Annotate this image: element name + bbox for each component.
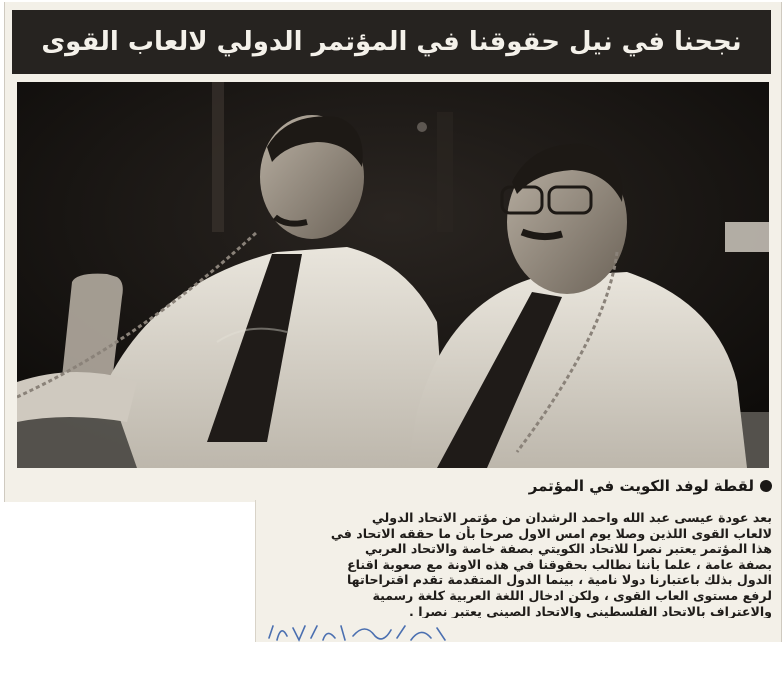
article-line: الدول بذلك باعتبارنا دولا نامية ، بينما الدول المتقدمة تقدم اقتراحاتها: [346, 572, 772, 588]
article-line: بصفة عامة ، علما بأننا نطالب بحقوقنا في هذه الاونة مع صعوبة اقناع: [347, 556, 772, 572]
article-body: [262, 510, 772, 618]
photo-caption: [372, 473, 772, 499]
delegation-photo: [17, 82, 769, 468]
article-line: لرفع مستوى العاب القوى ، ولكن ادخال اللغة العربية كلغة رسمية: [372, 587, 772, 603]
article-line: هذا المؤتمر يعتبر نصرا للاتحاد الكويتي بصفة خاصة والاتحاد العربي: [364, 541, 772, 557]
handwritten-date-annotation: [265, 618, 455, 648]
article-line: والاعتراف بالاتحاد الفلسطيني والاتحاد الصيني يعتبر نصرا .: [409, 603, 772, 618]
bullet-icon: [760, 480, 772, 492]
caption-text: لقطة لوفد الكويت في المؤتمر: [528, 477, 754, 495]
headline-bar: [12, 10, 771, 74]
article-line: لالعاب القوى اللذين وصلا يوم امس الاول صرحا بأن ما حققه الاتحاد في: [330, 525, 772, 541]
article-line: بعد عودة عيسى عبد الله واحمد الرشدان من مؤتمر الاتحاد الدولي: [371, 510, 772, 525]
headline: نجحنا في نيل حقوقنا في المؤتمر الدولي لالعاب القوى: [41, 27, 742, 57]
